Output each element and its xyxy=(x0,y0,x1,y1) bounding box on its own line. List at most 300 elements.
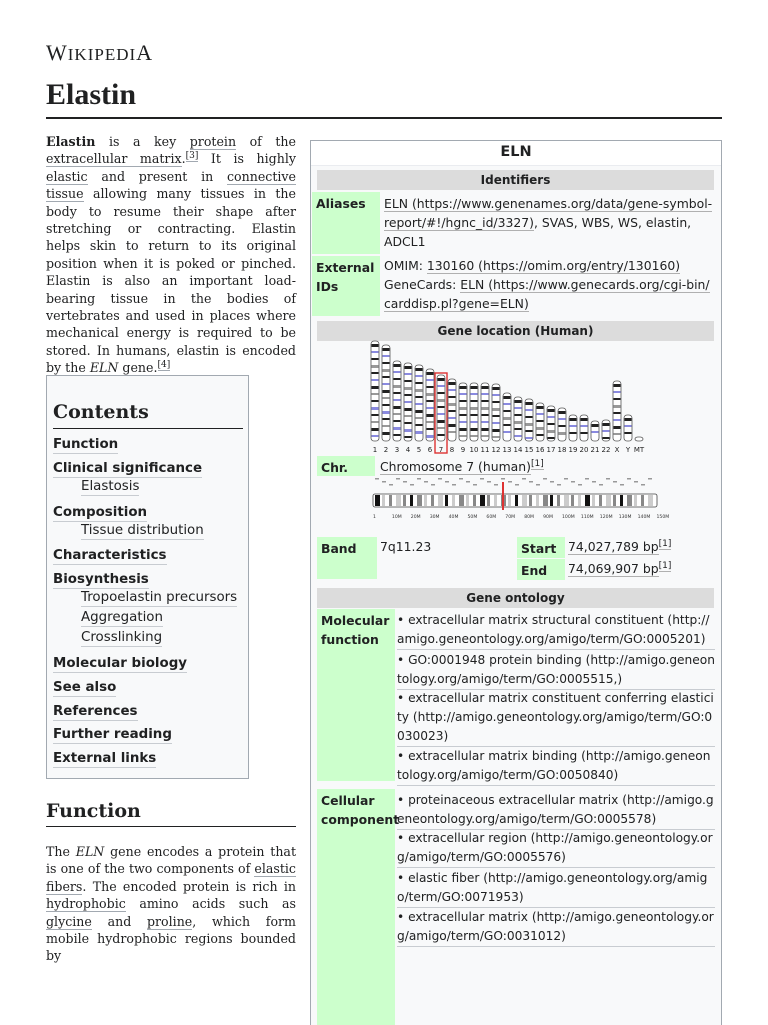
band-value: 7q11.23 xyxy=(380,539,432,554)
ideogram-band xyxy=(480,495,485,506)
ideogram-band-label xyxy=(480,478,484,480)
chromosome-band xyxy=(581,425,588,427)
chromosome-band xyxy=(394,378,401,380)
toc-item-aggregation[interactable]: Aggregation xyxy=(81,610,163,625)
chromosome-label: 1 xyxy=(372,446,378,454)
ideogram-band xyxy=(648,495,653,506)
body-text: gene encodes a protein that is one of the two components of xyxy=(46,844,297,877)
ideogram-band-label xyxy=(627,478,631,480)
chromosome-band xyxy=(416,375,423,377)
chromosome-band xyxy=(460,407,467,410)
toc-item-tissue-distribution[interactable]: Tissue distribution xyxy=(81,523,204,538)
ideogram-band-label xyxy=(515,484,519,486)
ideogram-band xyxy=(487,495,490,506)
toc-item-crosslinking[interactable]: Crosslinking xyxy=(81,630,163,645)
aliases-value xyxy=(384,194,716,251)
chromosome-label: Y xyxy=(625,446,631,454)
function-paragraph xyxy=(46,843,296,965)
chromosome-band xyxy=(515,428,522,430)
chromosome-band xyxy=(394,385,401,388)
link-elastic-fibers[interactable]: elastic fibers xyxy=(46,861,296,894)
ideogram-tick: 140M xyxy=(637,515,651,520)
ideogram-band-label xyxy=(536,484,540,486)
chromosome-band xyxy=(427,379,434,381)
chromosome-12[interactable] xyxy=(492,384,500,441)
chromosome-band xyxy=(526,423,533,426)
chromosome-9[interactable] xyxy=(459,383,467,441)
ideogram-band-label xyxy=(473,484,477,486)
ideogram-band xyxy=(536,495,539,506)
chromosome-label: 7 xyxy=(438,446,444,454)
chromosome-band xyxy=(383,376,390,378)
ideogram-tick: 80M xyxy=(524,515,535,520)
chromosome-band xyxy=(394,406,401,409)
chromosome-band xyxy=(405,436,412,438)
chromosome-band xyxy=(614,433,621,435)
ref-4[interactable]: [4] xyxy=(157,360,171,371)
toc-item-external-links[interactable]: External links xyxy=(53,751,157,766)
chromosome-band xyxy=(537,406,544,409)
toc-item-further-reading[interactable]: Further reading xyxy=(53,727,172,742)
table-of-contents xyxy=(46,375,249,779)
ideogram-band-label xyxy=(431,484,435,486)
chromosome-band xyxy=(482,393,489,395)
chromosome-band xyxy=(449,389,456,391)
chromosome-ideogram xyxy=(371,476,670,521)
ideogram-band-label xyxy=(417,478,421,480)
ideogram-band xyxy=(557,495,560,506)
ideogram-band-label xyxy=(641,484,645,486)
ideogram-tick: 50M xyxy=(467,515,478,520)
chromosome-band xyxy=(372,365,379,368)
chromosome-band xyxy=(482,428,489,431)
ideogram-band xyxy=(522,495,527,506)
cellular-component-label: Cellular component xyxy=(317,789,395,1025)
chromosome-band xyxy=(372,344,379,347)
chromosome-band xyxy=(515,421,522,424)
chromosome-band xyxy=(482,400,489,402)
ideogram-tick: 110M xyxy=(580,515,594,520)
chromosome-band xyxy=(614,391,621,393)
chromosome-band xyxy=(405,422,412,424)
chromosome-band xyxy=(559,432,566,435)
chromosome-band xyxy=(559,411,566,414)
ideogram-band-label xyxy=(375,478,379,480)
chromosome-label: 15 xyxy=(524,446,534,454)
ideogram-band xyxy=(452,495,455,506)
ideogram-tick: 70M xyxy=(505,515,516,520)
ideogram-band xyxy=(529,495,532,506)
chromosome-band xyxy=(372,428,379,431)
chromosome-label: 20 xyxy=(579,446,589,454)
link-end[interactable]: 74,069,907 bp xyxy=(568,561,659,576)
ideogram-band-label xyxy=(620,484,624,486)
chromosome-band xyxy=(383,369,390,372)
chromosome-band xyxy=(460,414,467,416)
chromosome-band xyxy=(427,393,434,396)
ideogram-band xyxy=(578,495,581,506)
gene-location-header: Gene location (Human) xyxy=(317,321,714,341)
chromosome-band xyxy=(405,415,412,417)
chromosome-band xyxy=(592,424,599,427)
chromosome-band xyxy=(383,418,390,420)
chromosome-band xyxy=(537,413,544,415)
chromosome-label: MT xyxy=(633,446,645,454)
toc-item-clinical-significance[interactable]: Clinical significance xyxy=(53,461,203,476)
link-connective-tissue[interactable]: connective tissue xyxy=(46,168,296,202)
chromosome-band xyxy=(559,425,566,427)
identifiers-header: Identifiers xyxy=(317,170,714,190)
ideogram-band-label xyxy=(606,478,610,480)
chromosome-label: 11 xyxy=(480,446,490,454)
chromosome-band xyxy=(515,414,522,416)
ideogram-band xyxy=(599,495,602,506)
toc-item-composition[interactable]: Composition xyxy=(53,505,148,520)
ideogram-band-label xyxy=(557,484,561,486)
chromosome-band xyxy=(526,430,533,432)
chromosome-band xyxy=(383,390,390,393)
ideogram-band-label xyxy=(564,478,568,480)
chromosome-label: 4 xyxy=(405,446,411,454)
chromosome-label: 13 xyxy=(502,446,512,454)
gene-symbol: ELN xyxy=(75,844,105,859)
chromosome-band xyxy=(581,418,588,421)
go-term-link[interactable]: • GO:0001948 protein binding (http://amigo.geneontology.org/amigo/term/GO:0005515,) xyxy=(397,651,715,690)
chromosome-band xyxy=(614,384,621,387)
chromosome-band xyxy=(372,393,379,395)
go-term-link[interactable]: • proteinaceous extracellular matrix (http://amigo.geneontology.org/amigo/term/GO:0005578) xyxy=(397,791,715,830)
link-hydrophobic[interactable]: hydrophobic xyxy=(46,896,126,912)
chromosome-band xyxy=(614,412,621,414)
chromosome-band xyxy=(548,437,555,439)
chromosome-band xyxy=(438,427,445,429)
chromosome-band xyxy=(614,426,621,429)
chromosome-label: 8 xyxy=(449,446,455,454)
chromosome-band xyxy=(504,403,511,405)
ideogram-band xyxy=(634,495,637,506)
ref-start[interactable]: [1] xyxy=(658,538,672,549)
ideogram-band xyxy=(613,495,616,506)
ideogram-band xyxy=(389,495,392,506)
chromosome-band xyxy=(460,435,467,437)
chromosome-band xyxy=(548,423,555,425)
chromosome-band xyxy=(383,348,390,351)
chromosome-band xyxy=(537,420,544,422)
chromosome-band xyxy=(405,394,412,396)
chromosome-15[interactable] xyxy=(525,399,533,441)
ideogram-band xyxy=(606,495,611,506)
chromosome-MT[interactable] xyxy=(635,437,643,441)
chromosome-band xyxy=(383,362,390,364)
chromosome-band xyxy=(405,401,412,403)
chromosome-band xyxy=(625,432,632,434)
wordmark-final: A xyxy=(136,40,154,65)
ideogram-band xyxy=(417,495,422,506)
chromosome-band xyxy=(471,421,478,423)
chromosome-band xyxy=(493,401,500,403)
chromosome-label: 10 xyxy=(469,446,479,454)
ideogram-tick: 100M xyxy=(562,515,575,520)
ideogram-band-label xyxy=(529,481,533,483)
chromosome-band xyxy=(383,383,390,385)
chromosome-band xyxy=(438,434,445,436)
toc-item-tropoelastin-precursors[interactable]: Tropoelastin precursors xyxy=(81,590,238,605)
chromosome-band xyxy=(416,410,423,413)
title-divider xyxy=(46,117,722,119)
ideogram-band xyxy=(473,495,476,506)
section-heading-function: Function xyxy=(46,800,141,822)
ideogram-band-label xyxy=(550,481,554,483)
chromosome-14[interactable] xyxy=(514,397,522,441)
chromosome-band xyxy=(471,414,478,416)
chromosome-band xyxy=(471,435,478,437)
lead-text: It is highly xyxy=(198,151,296,167)
chromosome-band xyxy=(482,435,489,437)
chromosome-band xyxy=(427,428,434,430)
ideogram-band xyxy=(431,495,434,506)
ideogram-tick: 60M xyxy=(486,515,497,520)
link-glycine[interactable]: glycine xyxy=(46,913,92,929)
chromosome-band xyxy=(449,403,456,406)
link-gene[interactable]: gene xyxy=(122,360,154,376)
link-omim[interactable]: 130160 (https://omim.org/entry/130160) xyxy=(426,258,681,273)
chromosome-band xyxy=(416,389,423,392)
ideogram-band xyxy=(641,495,644,506)
chromosome-band xyxy=(471,428,478,431)
chromosome-band xyxy=(427,407,434,409)
link-start[interactable]: 74,027,789 bp xyxy=(568,539,659,554)
chromosome-band xyxy=(592,431,599,433)
chromosome-band xyxy=(548,430,555,433)
chromosome-band xyxy=(537,427,544,430)
chromosome-band xyxy=(526,437,533,439)
infobox-title: ELN xyxy=(311,141,721,166)
ideogram-band-label xyxy=(543,478,547,480)
start-value xyxy=(568,537,671,556)
toc-item-references[interactable]: References xyxy=(53,704,138,719)
chromosome-band xyxy=(449,410,456,412)
ideogram-band xyxy=(550,495,553,506)
chromosome-band xyxy=(405,408,412,411)
ideogram-tick: 20M xyxy=(410,515,421,520)
chromosome-label: 21 xyxy=(590,446,600,454)
chromosome-band xyxy=(383,432,390,435)
link-protein[interactable]: protein xyxy=(189,134,237,149)
chromosome-band xyxy=(416,431,423,434)
chromosome-band xyxy=(394,434,401,436)
ideogram-band-label xyxy=(389,484,393,486)
start-label: Start xyxy=(517,537,565,558)
chromosome-label: X xyxy=(614,446,620,454)
chromosome-band xyxy=(438,392,445,394)
gene-symbol: ELN xyxy=(89,360,119,376)
ideogram-band-label xyxy=(494,484,498,486)
ideogram-band xyxy=(403,495,406,506)
toc-title: Contents xyxy=(53,401,149,423)
external-ids-value xyxy=(384,256,716,313)
chromosome-band xyxy=(603,437,610,439)
toc-item-elastosis[interactable]: Elastosis xyxy=(81,479,140,494)
body-text: and xyxy=(91,913,147,929)
lead-paragraph: Elastin is a key protein of the extracellular matrix.[3] It is highly elastic and present in connective tissue allowing many tissues in the body to resume their shape after stretching or contracting. Elastin helps skin to return to its original position when it is poked or pinched. Elastin is also an important load-bearing tissue in the bodies of vertebrates and used in places where mechanical energy is required to be stored. In humans, elastin is encoded by the ELN gene.[4] xyxy=(46,134,296,376)
chromosome-band xyxy=(493,422,500,424)
chromosome-band xyxy=(471,407,478,410)
chromosome-band xyxy=(460,421,467,423)
chromosome-band xyxy=(482,407,489,410)
ideogram-band-label xyxy=(501,478,505,480)
chromosome-band xyxy=(438,413,445,415)
chromosome-band xyxy=(625,425,632,427)
chromosome-band xyxy=(372,386,379,389)
page-title: Elastin xyxy=(46,78,137,111)
ideogram-band-label xyxy=(634,481,638,483)
chromosome-band xyxy=(471,393,478,395)
toc-item-biosynthesis[interactable]: Biosynthesis xyxy=(53,572,149,587)
ideogram-band xyxy=(466,495,469,506)
toc-item-function[interactable]: Function xyxy=(53,437,119,452)
toc-divider xyxy=(53,428,243,429)
chromosome-1[interactable] xyxy=(371,341,379,441)
section-divider xyxy=(46,826,296,827)
ideogram-band-label xyxy=(396,478,400,480)
chromosome-11[interactable] xyxy=(481,383,489,441)
chromosome-band xyxy=(416,403,423,405)
wikipedia-wordmark[interactable] xyxy=(46,40,153,66)
link-elastic[interactable]: elastic xyxy=(46,168,88,184)
chromosome-band xyxy=(405,380,412,382)
lead-bold-term: Elastin xyxy=(46,134,96,149)
lead-text: of the xyxy=(236,134,296,149)
chromosome-band xyxy=(405,373,412,375)
link-extracellular-matrix[interactable]: extracellular matrix xyxy=(46,151,182,167)
toc-item-see-also[interactable]: See also xyxy=(53,680,117,695)
chromosome-band xyxy=(614,398,621,400)
chromosome-band xyxy=(372,414,379,416)
chromosome-band xyxy=(372,435,379,437)
toc-item-molecular-biology[interactable]: Molecular biology xyxy=(53,656,188,671)
go-term-link[interactable]: • extracellular region (http://amigo.geneontology.org/amigo/term/GO:0005576) xyxy=(397,829,715,868)
link-proline[interactable]: proline xyxy=(146,913,193,929)
ideogram-tick: 130M xyxy=(618,515,632,520)
ideogram-band-label xyxy=(382,481,386,483)
chromosome-band xyxy=(460,428,467,431)
ideogram-band-label xyxy=(648,478,652,480)
chromosome-band xyxy=(614,405,621,408)
go-term-link[interactable]: • extracellular matrix binding (http://amigo.geneontology.org/amigo/term/GO:0050840) xyxy=(397,747,715,786)
ideogram-band-label xyxy=(613,481,617,483)
body-text: , which form mobile hydrophobic regions bounded by xyxy=(46,913,296,964)
ideogram-band-label xyxy=(585,478,589,480)
ideogram-band xyxy=(592,495,595,506)
lead-text: and present in xyxy=(87,168,227,184)
ideogram-band xyxy=(620,495,623,506)
chromosome-band xyxy=(460,386,467,389)
chromosome-band xyxy=(427,372,434,375)
toc-item-characteristics[interactable]: Characteristics xyxy=(53,548,167,563)
chromosome-band xyxy=(515,407,522,409)
chromosome-band xyxy=(449,396,456,398)
chromosome-X[interactable] xyxy=(613,381,621,441)
go-term-link[interactable]: • extracellular matrix constituent conferring elasticity (http://amigo.geneontology.org/amigo/term/GO:0030023) xyxy=(397,689,715,747)
chromosome-band xyxy=(548,409,555,412)
chromosome-band xyxy=(438,385,445,387)
chromosome-band xyxy=(526,402,533,405)
chromosome-band xyxy=(493,436,500,438)
chromosome-band xyxy=(603,430,610,432)
chromosome-band xyxy=(394,413,401,415)
chr-label: Chr. xyxy=(317,456,375,476)
chromosome-label: 6 xyxy=(427,446,433,454)
chromosome-label: 14 xyxy=(513,446,523,454)
ideogram-band xyxy=(564,495,569,506)
ideogram-band-label xyxy=(445,481,449,483)
link-chromosome-7[interactable]: Chromosome 7 (human) xyxy=(380,459,531,474)
chromosome-label: 12 xyxy=(491,446,501,454)
chromosome-band xyxy=(416,424,423,426)
ref-end[interactable]: [1] xyxy=(658,560,672,571)
chromosome-label: 18 xyxy=(557,446,567,454)
chromosome-band xyxy=(394,427,401,430)
gene-infobox xyxy=(310,140,722,1025)
wordmark-initial: W xyxy=(46,40,68,65)
chromosome-band xyxy=(449,424,456,427)
ideogram-band xyxy=(515,495,518,506)
chromosome-band xyxy=(394,420,401,422)
ideogram-tick: 30M xyxy=(429,515,440,520)
chromosome-band xyxy=(383,425,390,427)
ideogram-band xyxy=(571,495,574,506)
ref-chr[interactable]: [1] xyxy=(530,458,544,469)
chromosome-band xyxy=(372,400,379,402)
go-term-link[interactable]: • extracellular matrix structural constituent (http://amigo.geneontology.org/amigo/term/GO:0005201) xyxy=(397,611,715,650)
chromosome-band xyxy=(394,399,401,401)
link-hgnc[interactable]: ELN (https://www.genenames.org/data/gene-symbol-report/#!/hgnc_id/3327) xyxy=(384,196,713,230)
ideogram-band xyxy=(459,495,464,506)
ideogram-tick: 120M xyxy=(599,515,613,520)
chromosome-band xyxy=(504,410,511,412)
link-genecards[interactable]: ELN (https://www.genecards.org/cgi-bin/carddisp.pl?gene=ELN) xyxy=(384,277,710,311)
ideogram-band-label xyxy=(578,484,582,486)
chromosome-band xyxy=(449,382,456,385)
go-term-link[interactable]: • elastic fiber (http://amigo.geneontology.org/amigo/term/GO:0071953) xyxy=(397,869,715,908)
body-text: amino acids such as xyxy=(125,896,296,912)
lead-text: is a key xyxy=(95,134,190,149)
chromosome-band xyxy=(482,386,489,389)
chromosome-band xyxy=(460,393,467,395)
chromosome-band xyxy=(515,400,522,403)
chromosome-band xyxy=(416,382,423,384)
chromosome-10[interactable] xyxy=(470,383,478,441)
ideogram-band-label xyxy=(522,478,526,480)
chromosome-band xyxy=(438,378,445,381)
chromosome-band xyxy=(372,372,379,374)
chromosome-label: 22 xyxy=(601,446,611,454)
chromosome-band xyxy=(548,416,555,418)
chromosome-band xyxy=(438,420,445,423)
ideogram-band-label xyxy=(466,481,470,483)
molecular-function-label: Molecular function xyxy=(317,609,395,781)
ideogram-tick: 1 xyxy=(373,515,376,520)
ideogram-band-label xyxy=(508,481,512,483)
ideogram-band xyxy=(627,495,632,506)
chromosome-band xyxy=(570,425,577,427)
chromosome-label: 19 xyxy=(568,446,578,454)
go-term-link[interactable]: • extracellular matrix (http://amigo.geneontology.org/amigo/term/GO:0031012) xyxy=(397,908,715,947)
ref-3[interactable]: [3] xyxy=(185,151,199,162)
ideogram-band-label xyxy=(599,484,603,486)
lead-text: allowing many tissues in the body to resume their shape after stretching or contracting. Elastin helps skin to return to its original position when it is poked or pinched. Elastin is also an important load-bearing tissue in the bodies of vertebrates and used in places where mechanical energy is required to be stored. In humans, elastin is encoded by the xyxy=(46,186,296,376)
ideogram-band xyxy=(543,495,548,506)
